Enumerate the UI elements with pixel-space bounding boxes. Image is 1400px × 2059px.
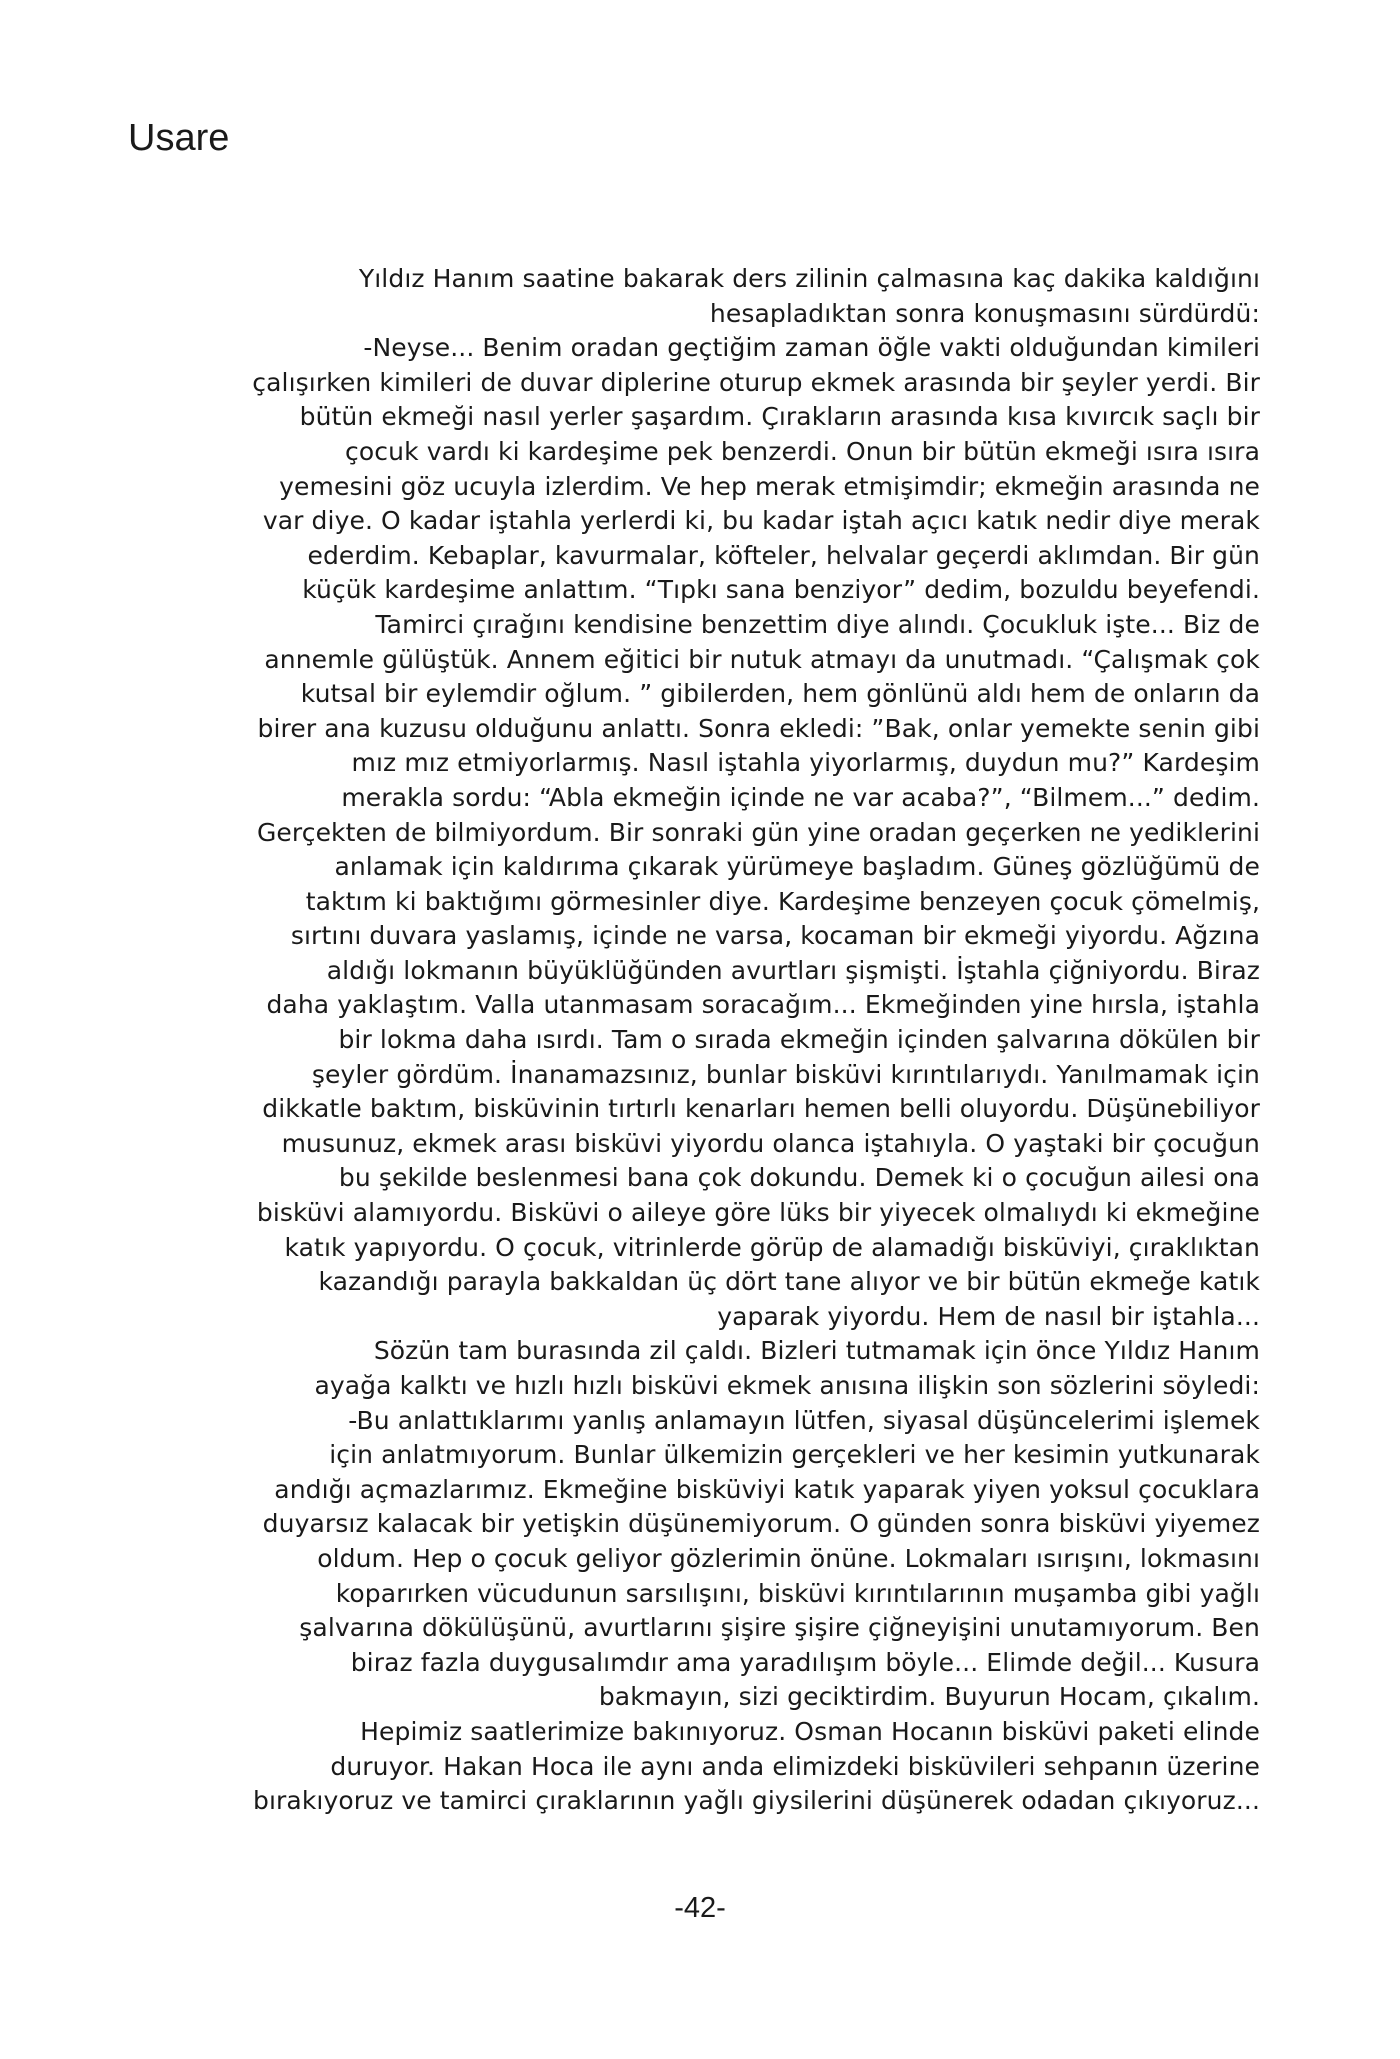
text-line: için anlatmıyorum. Bunlar ülkemizin gerçekleri ve her kesimin yutkunarak (329, 1440, 1260, 1470)
text-line: küçük kardeşime anlattım. “Tıpkı sana benziyor” dedim, bozuldu beyefendi. (302, 575, 1260, 605)
text-line: anlamak için kaldırıma çıkarak yürümeye başladım. Güneş gözlüğümü de (334, 852, 1260, 882)
text-line: -Bu anlattıklarımı yanlış anlamayın lütfen, siyasal düşüncelerimi işlemek (348, 1405, 1260, 1435)
text-line: bırakıyoruz ve tamirci çıraklarının yağlı giysilerini düşünerek odadan çıkıyoruz... (253, 1786, 1260, 1816)
text-line: ederdim. Kebaplar, kavurmalar, köfteler, helvalar geçerdi aklımdan. Bir gün (307, 540, 1260, 570)
text-line: bakmayın, sizi geciktirdim. Buyurun Hocam, çıkalım. (598, 1682, 1260, 1712)
text-line: biraz fazla duygusalımdır ama yaradılışım böyle... Elimde değil... Kusura (350, 1647, 1260, 1677)
text-line: Tamirci çırağını kendisine benzettim diye alındı. Çocukluk işte... Biz de (375, 609, 1260, 639)
text-line: oldum. Hep o çocuk geliyor gözlerimin önüne. Lokmaları ısırışını, lokmasını (317, 1543, 1260, 1573)
text-line: sırtını duvara yaslamış, içinde ne varsa, kocaman bir ekmeği yiyordu. Ağzına (290, 921, 1260, 951)
text-line: Gerçekten de bilmiyordum. Bir sonraki gün yine oradan geçerken ne yediklerini (256, 817, 1260, 847)
text-line: hesapladıktan sonra konuşmasını sürdürdü: (709, 298, 1260, 328)
body-text (168, 262, 1260, 1819)
text-line: bisküvi alamıyordu. Bisküvi o aileye göre lüks bir yiyecek olmalıydı ki ekmeğine (256, 1198, 1260, 1228)
text-line: şalvarına dökülüşünü, avurtlarını şişire şişire çiğneyişini unutamıyorum. Ben (299, 1613, 1260, 1643)
text-line: bir lokma daha ısırdı. Tam o sırada ekmeğin içinden şalvarına dökülen bir (338, 1025, 1260, 1055)
text-line: çocuk vardı ki kardeşime pek benzerdi. Onun bir bütün ekmeği ısıra ısıra (345, 436, 1260, 466)
text-line: Yıldız Hanım saatine bakarak ders zilinin çalmasına kaç dakika kaldığını (358, 264, 1260, 293)
text-line: yemesini göz ucuyla izlerdim. Ve hep merak etmişimdir; ekmeğin arasında ne (279, 471, 1260, 501)
running-header-title: Usare (128, 117, 230, 159)
text-line: aldığı lokmanın büyüklüğünden avurtları şişmişti. İştahla çiğniyordu. Biraz (326, 955, 1260, 985)
text-line: duruyor. Hakan Hoca ile aynı anda elimizdeki bisküvileri sehpanın üzerine (330, 1751, 1260, 1781)
text-line: ayağa kalktı ve hızlı hızlı bisküvi ekmek anısına ilişkin son sözlerini söyledi: (314, 1371, 1260, 1400)
text-line: mız mız etmiyorlarmış. Nasıl iştahla yiyorlarmış, duydun mu?” Kardeşim (351, 748, 1260, 778)
text-line: merakla sordu: “Abla ekmeğin içinde ne var acaba?”, “Bilmem...” dedim. (341, 782, 1260, 812)
text-line: -Neyse... Benim oradan geçtiğim zaman öğle vakti olduğundan kimileri (363, 333, 1260, 363)
text-line: taktım ki baktığımı görmesinler diye. Kardeşime benzeyen çocuk çömelmiş, (305, 886, 1260, 916)
text-line: kazandığı parayla bakkaldan üç dört tane alıyor ve bir bütün ekmeğe katık (318, 1267, 1260, 1297)
page-number: -42- (674, 1892, 726, 1924)
text-line: var diye. O kadar iştahla yerlerdi ki, bu kadar iştah açıcı katık nedir diye merak (262, 506, 1260, 536)
text-line: çalışırken kimileri de duvar diplerine oturup ekmek arasında bir şeyler yerdi. Bir (252, 367, 1260, 397)
text-line: Sözün tam burasında zil çaldı. Bizleri tutmamak için önce Yıldız Hanım (373, 1336, 1260, 1366)
text-line: dikkatle baktım, bisküvinin tırtırlı kenarları hemen belli oluyordu. Düşünebiliyor (262, 1094, 1260, 1124)
text-line: koparırken vücudunun sarsılışını, bisküvi kırıntılarının muşamba gibi yağlı (335, 1578, 1260, 1608)
text-line: andığı açmazlarımız. Ekmeğine bisküviyi katık yaparak yiyen yoksul çocuklara (274, 1474, 1260, 1504)
text-line: daha yaklaştım. Valla utanmasam soracağım... Ekmeğinden yine hırsla, iştahla (266, 990, 1260, 1020)
text-line: birer ana kuzusu olduğunu anlattı. Sonra ekledi: ”Bak, onlar yemekte senin gibi (257, 713, 1260, 743)
text-line: katık yapıyordu. O çocuk, vitrinlerde görüp de alamadığı bisküviyi, çıraklıktan (284, 1232, 1260, 1262)
text-line: şeyler gördüm. İnanamazsınız, bunlar bisküvi kırıntılarıydı. Yanılmamak için (311, 1059, 1260, 1089)
text-line: duyarsız kalacak bir yetişkin düşünemiyorum. O günden sonra bisküvi yiyemez (262, 1509, 1260, 1539)
text-line: bütün ekmeği nasıl yerler şaşardım. Çırakların arasında kısa kıvırcık saçlı bir (299, 402, 1260, 432)
text-line: yaparak yiyordu. Hem de nasıl bir iştahla... (717, 1301, 1260, 1331)
text-line: Hepimiz saatlerimize bakınıyoruz. Osman Hocanın bisküvi paketi elinde (360, 1716, 1260, 1746)
text-line: annemle gülüştük. Annem eğitici bir nutuk atmayı da unutmadı. “Çalışmak çok (264, 644, 1260, 674)
text-line: musunuz, ekmek arası bisküvi yiyordu olanca iştahıyla. O yaştaki bir çocuğun (281, 1128, 1260, 1158)
text-line: bu şekilde beslenmesi bana çok dokundu. Demek ki o çocuğun ailesi ona (338, 1163, 1260, 1193)
text-line: kutsal bir eylemdir oğlum. ” gibilerden, hem gönlünü aldı hem de onların da (300, 679, 1260, 709)
